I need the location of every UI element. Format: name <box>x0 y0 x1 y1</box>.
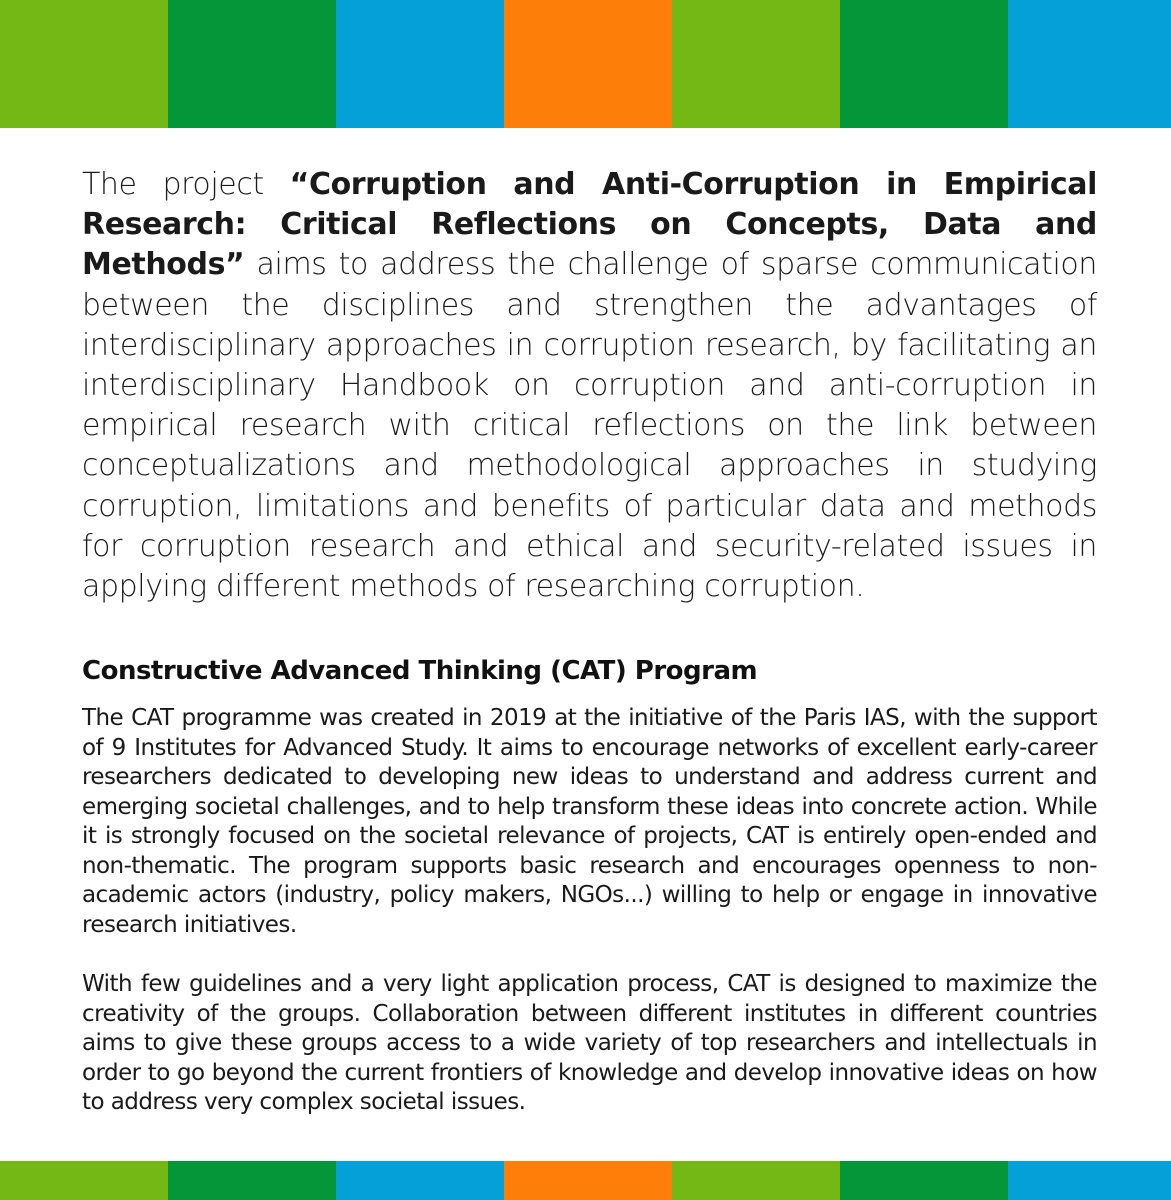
stripe-band-dark-green <box>840 1161 1008 1200</box>
stripe-band-orange <box>504 0 672 128</box>
stripe-band-dark-green <box>168 1161 336 1200</box>
stripe-band-dark-green <box>840 0 1008 128</box>
stripe-band-lime-green <box>0 0 168 128</box>
stripe-band-lime-green <box>0 1161 168 1200</box>
stripe-band-orange <box>504 1161 672 1200</box>
cat-paragraph-1: The CAT programme was created in 2019 at the initiative of the Paris IAS, with the support of 9 Institutes for Advanced Study. It aims to encourage networks of excellent early-career researchers dedicated to developing new ideas to understand and address current and emerging societal challenges, and to help transform these ideas into concrete action. While it is strongly focused on the societal relevance of projects, CAT is entirely open-ended and non-thematic. The program supports basic research and encourages openness to non-academic actors (industry, policy makers, NGOs...) willing to help or engage in innovative research initiatives. <box>82 705 1097 938</box>
bottom-color-stripe <box>0 1161 1171 1200</box>
intro-lead: The project <box>82 167 290 202</box>
cat-program-heading: Constructive Advanced Thinking (CAT) Program <box>82 656 758 686</box>
project-title: “Corruption and Anti-Corruption in Empirical Research: Critical Reflections on Concepts, Data and Methods” <box>82 167 1097 283</box>
stripe-band-blue <box>1008 0 1171 128</box>
top-color-stripe <box>0 0 1171 128</box>
stripe-band-blue <box>1008 1161 1171 1200</box>
stripe-band-blue <box>336 0 504 128</box>
stripe-band-blue <box>336 1161 504 1200</box>
project-intro-paragraph <box>82 165 1097 607</box>
stripe-band-lime-green <box>672 0 840 128</box>
intro-body: aims to address the challenge of sparse communication between the disciplines and strengthen the advantages of interdisciplinary approaches in corruption research, by facilitating an interdisciplinary Handbook on corruption and anti-corruption in empirical research with critical reflections on the link between conceptualizations and methodological approaches in studying corruption, limitations and benefits of particular data and methods for corruption research and ethical and security-related issues in applying different methods of researching corruption. <box>82 247 1097 605</box>
cat-paragraph-2: With few guidelines and a very light application process, CAT is designed to maximize the creativity of the groups. Collaboration between different institutes in different countries aims to give these groups access to a wide variety of top researchers and intellectuals in order to go beyond the current frontiers of knowledge and develop innovative ideas on how to address very complex societal issues. <box>82 971 1097 1115</box>
stripe-band-lime-green <box>672 1161 840 1200</box>
stripe-band-dark-green <box>168 0 336 128</box>
